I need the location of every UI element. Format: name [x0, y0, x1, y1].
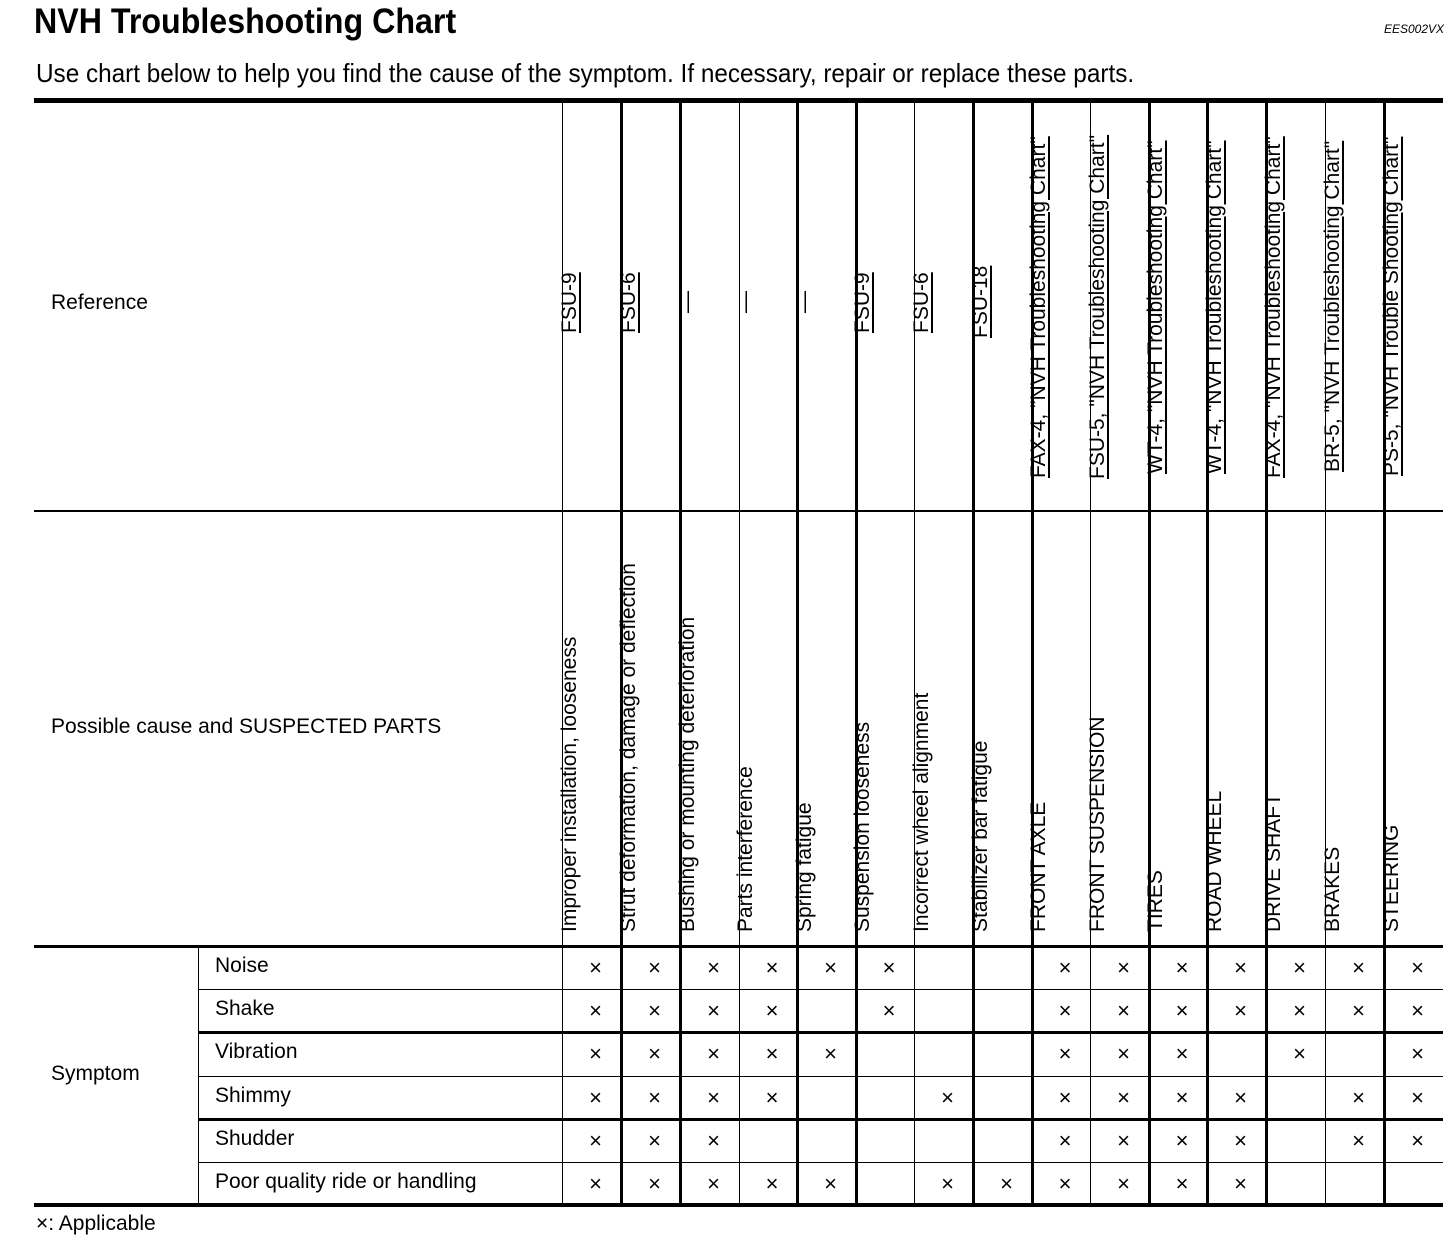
- cause-label: Parts interference: [734, 766, 757, 932]
- applicable-mark: ×: [1293, 1041, 1306, 1067]
- cause-header-cell: [557, 636, 606, 932]
- reference-cell: [1144, 139, 1192, 474]
- applicable-mark: ×: [589, 1127, 602, 1153]
- symptom-label: Noise: [215, 954, 269, 977]
- cause-header-cell: [909, 692, 958, 932]
- cause-header-cell: [1261, 793, 1310, 932]
- applicable-mark: ×: [589, 955, 602, 980]
- applicable-mark: ×: [1117, 1041, 1130, 1067]
- applicable-mark: ×: [1234, 998, 1247, 1024]
- column-divider: [739, 100, 740, 1205]
- applicable-mark: ×: [589, 1170, 602, 1196]
- cause-header-cell: [851, 721, 899, 932]
- cause-header-cell: [1202, 790, 1251, 932]
- page-subtitle: Use chart below to help you find the cause of the symptom. If necessary, repair or replace these parts.: [36, 58, 1135, 88]
- applicable-mark: ×: [1058, 998, 1072, 1024]
- applicable-mark: ×: [1352, 998, 1365, 1024]
- applicable-mark: ×: [765, 998, 779, 1024]
- symptom-label: Shake: [215, 997, 275, 1021]
- reference-cell: [673, 289, 724, 313]
- page-title: NVH Troubleshooting Chart: [34, 2, 457, 41]
- symptom-label: Vibration: [215, 1040, 298, 1064]
- column-divider: [914, 100, 915, 1205]
- reference-none: —: [732, 290, 757, 313]
- cause-label: FRONT AXLE: [1027, 801, 1050, 932]
- reference-link[interactable]: WT-4, "NVH Troubleshooting Chart": [1202, 139, 1226, 474]
- reference-none: —: [790, 290, 816, 313]
- reference-cell: [851, 271, 899, 333]
- reference-row-label: Reference: [51, 291, 148, 314]
- cause-label: Spring fatigue: [792, 802, 816, 932]
- applicable-mark: ×: [1411, 1084, 1424, 1110]
- applicable-mark: ×: [1117, 955, 1130, 980]
- reference-cell: [616, 271, 665, 333]
- applicable-mark: ×: [1234, 1127, 1247, 1153]
- applicable-mark: ×: [707, 998, 720, 1024]
- cause-label: DRIVE SHAFT: [1261, 793, 1285, 932]
- reference-cell: [732, 289, 782, 313]
- cause-label: Stabilizer bar fatigue: [968, 740, 992, 932]
- applicable-mark: ×: [1175, 1170, 1189, 1196]
- cause-row-label: Possible cause and SUSPECTED PARTS: [51, 715, 442, 738]
- applicable-mark: ×: [1058, 1170, 1072, 1196]
- reference-link[interactable]: PS-5, "NVH Trouble Shooting Chart": [1379, 136, 1403, 476]
- reference-cell: [909, 271, 958, 333]
- applicable-mark: ×: [648, 1041, 661, 1067]
- applicable-mark: ×: [707, 1041, 720, 1067]
- applicable-mark: ×: [765, 955, 779, 980]
- reference-link[interactable]: FSU-18: [968, 265, 992, 338]
- reference-cell: [1261, 135, 1310, 478]
- applicable-mark: ×: [648, 955, 661, 980]
- applicable-mark: ×: [1293, 955, 1306, 980]
- reference-link[interactable]: FSU-9: [557, 271, 581, 333]
- reference-cell: [790, 289, 841, 313]
- document-code: EES002VX: [1383, 22, 1444, 36]
- cause-label: TIRES: [1144, 870, 1167, 932]
- reference-none: —: [673, 290, 699, 313]
- cause-header-cell: [1027, 801, 1075, 932]
- cause-header-cell: [734, 766, 782, 932]
- applicable-mark: ×: [1058, 1041, 1072, 1067]
- cause-label: Bushing or mounting deterioration: [675, 616, 699, 932]
- applicable-mark: ×: [1117, 1170, 1130, 1196]
- applicable-mark: ×: [707, 955, 720, 980]
- cause-header-cell: [1320, 846, 1369, 932]
- reference-link[interactable]: FSU-6: [909, 271, 933, 333]
- reference-cell: [968, 265, 1017, 338]
- applicable-mark: ×: [589, 998, 602, 1024]
- applicable-mark: ×: [1352, 1084, 1365, 1110]
- applicable-mark: ×: [1175, 955, 1189, 980]
- applicable-mark: ×: [1058, 955, 1072, 980]
- reference-link[interactable]: BR-5, "NVH Troubleshooting Chart": [1320, 140, 1344, 472]
- applicable-mark: ×: [824, 1041, 837, 1067]
- applicable-mark: ×: [1411, 998, 1424, 1024]
- cause-header-cell: [968, 740, 1017, 932]
- applicable-mark: ×: [648, 1084, 661, 1110]
- symptom-row-divider: [198, 1031, 1443, 1034]
- applicable-mark: ×: [707, 1170, 720, 1196]
- applicable-mark: ×: [589, 1084, 602, 1110]
- symptom-row-divider: [198, 1076, 1443, 1077]
- applicable-mark: ×: [1234, 1170, 1247, 1196]
- applicable-mark: ×: [1175, 1084, 1189, 1110]
- cause-header-cell: [1144, 870, 1192, 932]
- applicable-mark: ×: [824, 1170, 837, 1196]
- applicable-mark: ×: [941, 1170, 954, 1196]
- symptom-row-divider: [198, 1118, 1443, 1121]
- cause-label: FRONT SUSPENSION: [1085, 716, 1109, 932]
- applicable-mark: ×: [1234, 1084, 1247, 1110]
- cause-header-cell: [616, 563, 665, 932]
- applicable-mark: ×: [824, 955, 837, 980]
- applicable-mark: ×: [707, 1084, 720, 1110]
- reference-cell: [1379, 136, 1428, 476]
- reference-cell: [1027, 135, 1075, 478]
- applicable-mark: ×: [648, 1170, 661, 1196]
- applicable-mark: ×: [648, 998, 661, 1024]
- applicable-mark: ×: [1000, 1170, 1013, 1196]
- applicable-mark: ×: [1352, 1127, 1365, 1153]
- applicable-mark: ×: [882, 998, 896, 1024]
- applicable-mark: ×: [1234, 955, 1247, 980]
- reference-cell: [1085, 134, 1134, 479]
- column-divider: [796, 100, 799, 1205]
- applicable-mark: ×: [765, 1084, 779, 1110]
- column-divider: [855, 100, 858, 1205]
- applicable-mark: ×: [1411, 1127, 1424, 1153]
- symptom-row-divider: [198, 989, 1443, 990]
- reference-cell: [557, 271, 606, 333]
- cause-label: STEERING: [1379, 824, 1403, 932]
- cause-label: ROAD WHEEL: [1202, 790, 1226, 932]
- cause-header-cell: [792, 802, 841, 932]
- symptom-group-divider: [198, 946, 199, 1205]
- reference-link[interactable]: FSU-6: [616, 271, 640, 333]
- applicable-mark: ×: [1175, 1041, 1189, 1067]
- applicable-mark: ×: [1293, 998, 1306, 1024]
- reference-cell: [1202, 139, 1251, 474]
- applicable-mark: ×: [1352, 955, 1365, 980]
- cause-header-cell: [1379, 824, 1428, 932]
- legend-footnote: ×: Applicable: [36, 1212, 156, 1235]
- applicable-mark: ×: [1411, 955, 1424, 980]
- applicable-mark: ×: [765, 1041, 779, 1067]
- applicable-mark: ×: [1175, 998, 1189, 1024]
- symptom-group-label: Symptom: [51, 1062, 140, 1085]
- cause-label: Suspension looseness: [851, 721, 874, 932]
- applicable-mark: ×: [1117, 1127, 1130, 1153]
- reference-link[interactable]: WT-4, "NVH Troubleshooting Chart": [1144, 139, 1167, 474]
- applicable-mark: ×: [648, 1127, 661, 1153]
- cause-header-cell: [1085, 716, 1134, 932]
- applicable-mark: ×: [707, 1127, 720, 1153]
- cause-header-cell: [675, 616, 724, 932]
- applicable-mark: ×: [1117, 1084, 1130, 1110]
- applicable-mark: ×: [1411, 1041, 1424, 1067]
- symptom-row-divider: [198, 1162, 1443, 1163]
- applicable-mark: ×: [1058, 1127, 1072, 1153]
- cause-label: Improper installation, looseness: [557, 636, 581, 932]
- symptom-label: Poor quality ride or handling: [215, 1169, 477, 1193]
- reference-cell: [1320, 140, 1369, 472]
- symptom-label: Shimmy: [215, 1083, 291, 1107]
- reference-link[interactable]: FSU-9: [851, 271, 874, 333]
- cause-label: Incorrect wheel alignment: [909, 692, 933, 932]
- reference-link[interactable]: FAX-4, "NVH Troubleshooting Chart": [1261, 135, 1285, 478]
- applicable-mark: ×: [1117, 998, 1130, 1024]
- applicable-mark: ×: [882, 955, 896, 980]
- cause-label: Strut deformation, damage or deflection: [616, 563, 640, 932]
- symptom-label: Shudder: [215, 1126, 295, 1150]
- applicable-mark: ×: [589, 1041, 602, 1067]
- reference-link[interactable]: FAX-4, "NVH Troubleshooting Chart": [1027, 135, 1050, 478]
- applicable-mark: ×: [1058, 1084, 1072, 1110]
- cause-label: BRAKES: [1320, 846, 1344, 932]
- applicable-mark: ×: [1175, 1127, 1189, 1153]
- applicable-mark: ×: [765, 1170, 779, 1196]
- applicable-mark: ×: [941, 1084, 954, 1110]
- reference-link[interactable]: FSU-5, "NVH Troubleshooting Chart": [1085, 134, 1109, 479]
